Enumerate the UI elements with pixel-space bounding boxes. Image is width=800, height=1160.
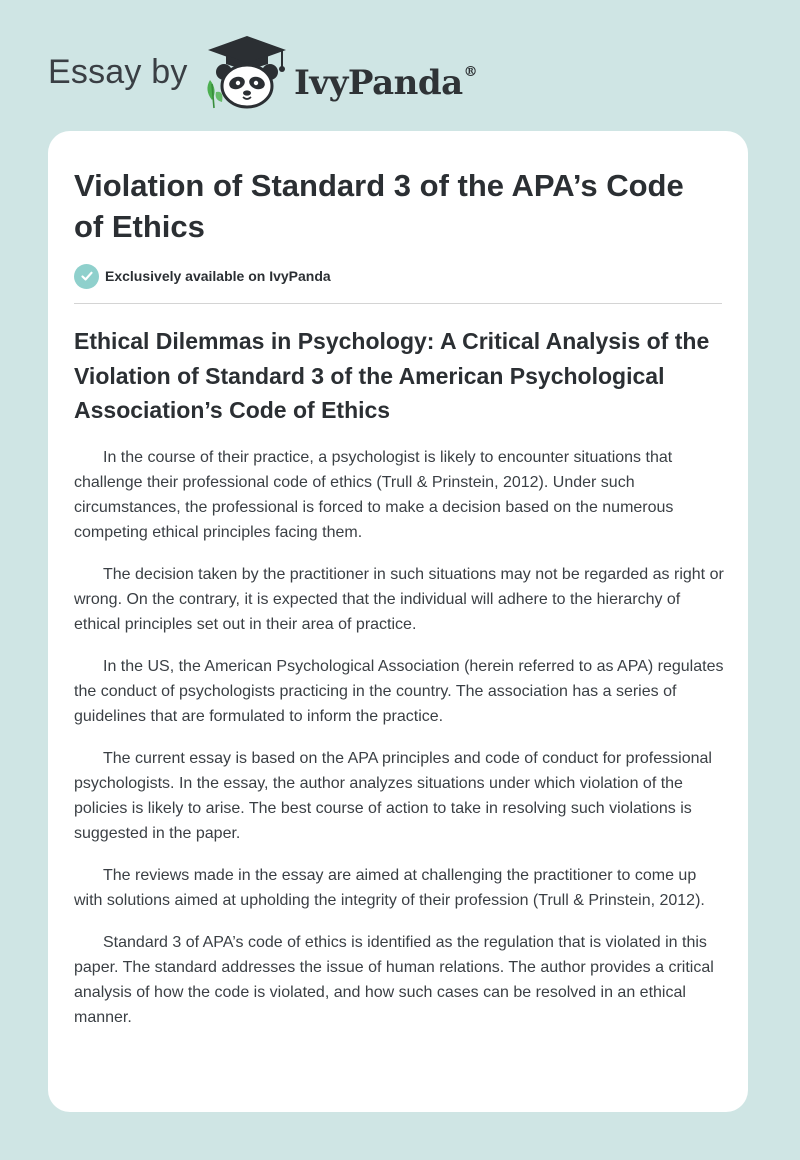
badge-label: Exclusively available on IvyPanda	[105, 268, 331, 284]
paragraph: Standard 3 of APA’s code of ethics is identified as the regulation that is violated in this paper. The standard addresses the issue of human relations. The author provides a critical analysis of how the code is violated, and how such cases can be resolved in an ethical manner.	[74, 934, 714, 1026]
paragraph: The current essay is based on the APA principles and code of conduct for professional psychologists. In the essay, the author analyzes situations under which violation of the policies is likely to arise. The best course of action to take in resolving such violations is suggested in the paper.	[74, 750, 712, 842]
paragraph: The decision taken by the practitioner in such situations may not be regarded as right or wrong. On the contrary, it is expected that the individual will adhere to the hierarchy of ethical principles set out in their area of practice.	[74, 566, 724, 633]
panda-graduate-icon[interactable]	[202, 34, 292, 110]
divider	[74, 303, 722, 304]
article-title: Violation of Standard 3 of the APA’s Code of Ethics	[74, 168, 684, 244]
article-card	[48, 131, 748, 1112]
exclusive-badge	[74, 263, 331, 289]
paragraph: The reviews made in the essay are aimed at challenging the practitioner to come up with solutions aimed at upholding the integrity of their profession (Trull & Prinstein, 2012).	[74, 867, 705, 909]
check-circle-icon	[74, 264, 99, 289]
paragraph: In the US, the American Psychological Association (herein referred to as APA) regulates the conduct of psychologists practicing in the country. The association has a series of guidelines that are formulated to inform the practice.	[74, 658, 724, 725]
brand-name[interactable]: IvyPanda®	[294, 63, 478, 103]
article-subtitle: Ethical Dilemmas in Psychology: A Critical Analysis of the Violation of Standard 3 of the American Psychological Association’s Code of Ethics	[74, 328, 710, 423]
article-body	[74, 445, 726, 1047]
site-header	[0, 0, 800, 130]
paragraph: In the course of their practice, a psychologist is likely to encounter situations that challenge their professional code of ethics (Trull & Prinstein, 2012). Under such circumstances, the professional is forced to make a decision based on the numerous competing ethical principles facing them.	[74, 449, 674, 541]
registered-mark: ®	[463, 64, 478, 80]
brand-prefix: Essay by	[48, 53, 188, 91]
